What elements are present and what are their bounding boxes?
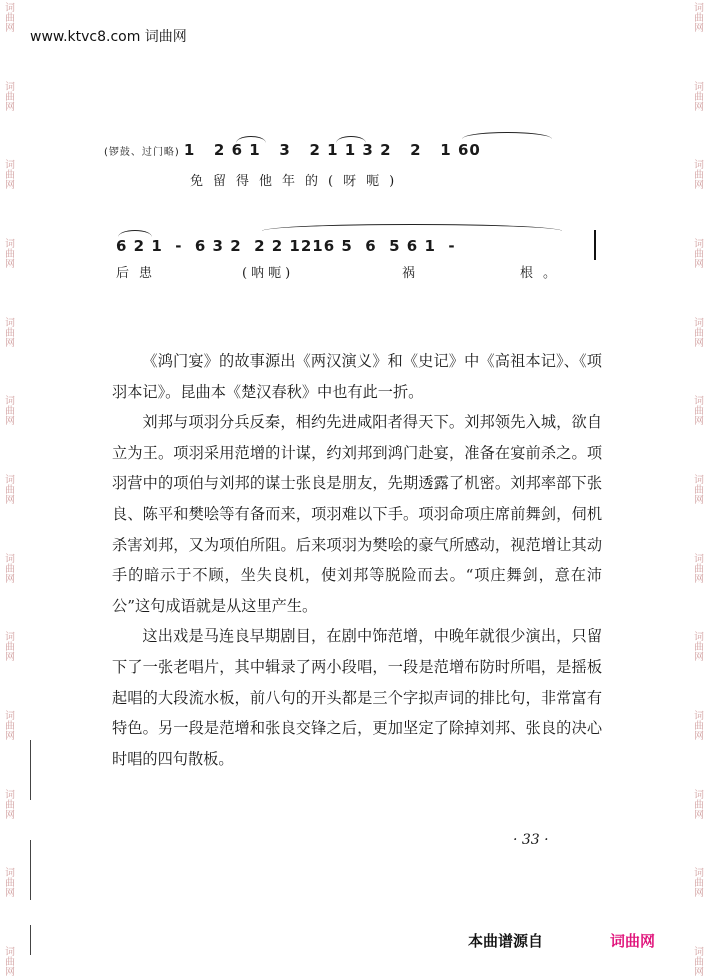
score-line-1 (104, 140, 481, 159)
article-paragraph: 《鸿门宴》的故事源出《两汉演义》和《史记》中《高祖本记》、《项羽本记》。昆曲本《楚汉春秋》中也有此一折。 (112, 352, 602, 401)
page-number: · 33 · (513, 832, 549, 848)
score-line-2-lyrics-left: 后患 (116, 266, 163, 281)
final-barline (594, 230, 596, 260)
score-line-2-notes: 6 2 1 - 6 3 2 2 2 1216 5 6 5 6 1 - (116, 237, 456, 255)
watermark-text: 词曲网 (2, 2, 14, 32)
right-watermark-strip (689, 0, 705, 978)
article-body (112, 346, 602, 774)
notes-text: 1 2 6 1 3 2 1 1 3 2 2 1 60 (183, 141, 481, 159)
slur-mark (236, 136, 266, 143)
watermark-text: 词曲网 (691, 867, 703, 898)
watermark-text: 词曲网 (691, 237, 703, 268)
watermark-text: 词曲网 (2, 867, 14, 898)
score-line-2-lyrics-end: 根。 (520, 266, 567, 281)
source-label: 本曲谱源自 (468, 932, 544, 950)
score-line-2-lyrics-mid: (呐呃) (242, 266, 295, 281)
watermark-text: 词曲网 (691, 709, 703, 740)
watermark-text: 词曲网 (691, 788, 703, 819)
watermark-text: 词曲网 (2, 395, 14, 426)
score-prefix: (锣鼓、过门略) (104, 147, 180, 158)
slur-mark (262, 224, 562, 231)
score-line-1-lyrics: 免留得他年的(呀呃) (190, 174, 405, 189)
score-line-2 (116, 236, 456, 255)
watermark-text: 词曲网 (691, 473, 703, 504)
score-line-1-notes (104, 141, 481, 159)
article-paragraph: 这出戏是马连良早期剧目，在剧中饰范增，中晚年就很少演出，只留下了一张老唱片，其中辑录了两小段唱，一段是范增布防时所唱，是摇板起唱的大段流水板，前八句的开头都是三个字拟声词的排比句，非常富有特色。另一段是范增和张良交锋之后，更加坚定了除掉刘邦、张良的决心时唱的四句散板。 (112, 627, 602, 768)
scan-edge-line (30, 740, 31, 800)
source-brand-link[interactable]: 词曲网 (610, 932, 656, 950)
slur-mark (336, 136, 366, 143)
watermark-text: 词曲网 (691, 552, 703, 583)
watermark-text: 词曲网 (691, 316, 703, 347)
watermark-text: 词曲网 (2, 473, 14, 504)
watermark-text: 词曲网 (2, 788, 14, 819)
watermark-text: 词曲网 (691, 80, 703, 111)
left-watermark-strip (0, 0, 16, 978)
watermark-text: 词曲网 (691, 631, 703, 662)
scan-edge-line (30, 925, 31, 955)
watermark-text: 词曲网 (2, 709, 14, 740)
watermark-text: 词曲网 (2, 316, 14, 347)
score-line-2-lyrics-right: 祸 (402, 266, 426, 281)
watermark-text: 词曲网 (2, 80, 14, 111)
watermark-text: 词曲网 (2, 631, 14, 662)
watermark-text: 词曲网 (691, 395, 703, 426)
slur-mark (462, 132, 552, 139)
scan-edge-line (30, 840, 31, 900)
site-url[interactable]: www.ktvc8.com 词曲网 (30, 29, 187, 45)
article-paragraph: 刘邦与项羽分兵反秦，相约先进咸阳者得天下。刘邦领先入城，欲自立为王。项羽采用范增的计谋，约刘邦到鸿门赴宴，准备在宴前杀之。项羽营中的项伯与刘邦的谋士张良是朋友，先期透露了机密。刘邦率部下张良、陈平和樊哙等有备而来，项羽难以下手。项羽命项庄席前舞剑，伺机杀害刘邦，又为项伯所阻。后来项羽为樊哙的豪气所感动，视范增让其动手的暗示于不顾，坐失良机，使刘邦等脱险而去。“项庄舞剑，意在沛公”这句成语就是从这里产生。 (112, 413, 602, 615)
watermark-text: 词曲网 (2, 237, 14, 268)
watermark-text: 词曲网 (691, 159, 703, 190)
watermark-text: 词曲网 (691, 2, 703, 32)
watermark-text: 词曲网 (691, 945, 703, 976)
slur-mark (118, 230, 152, 237)
watermark-text: 词曲网 (2, 552, 14, 583)
watermark-text: 词曲网 (2, 945, 14, 976)
watermark-text: 词曲网 (2, 159, 14, 190)
